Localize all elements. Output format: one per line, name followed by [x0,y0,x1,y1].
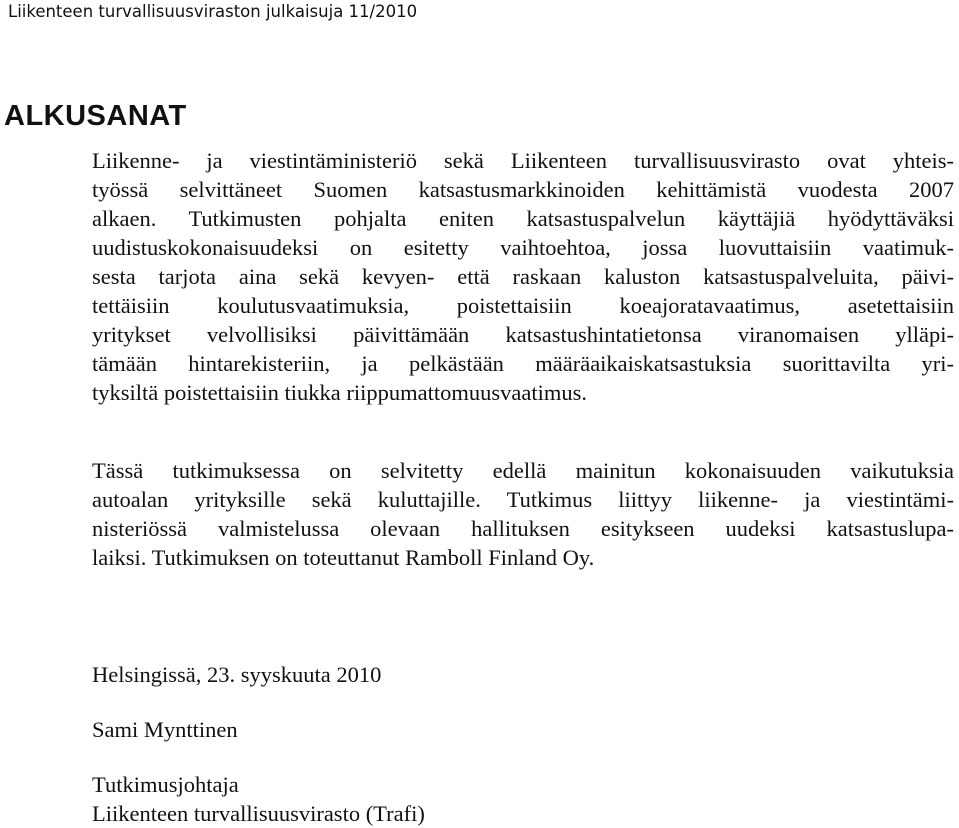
paragraph-line: alkaen. Tutkimusten pohjalta eniten katsastuspalvelun käyttäjiä hyödyttäväksi [92,206,954,231]
paragraph-line: tettäisiin koulutusvaatimuksia, poistettaisiin koeajoratavaatimus, asetettaisiin [92,293,954,318]
paragraph-line: työssä selvittäneet Suomen katsastusmarkkinoiden kehittämistä vuodesta 2007 [92,177,954,202]
paragraph-line: yritykset velvollisiksi päivittämään katsastushintatietonsa viranomaisen ylläpi- [92,322,954,347]
paragraph-line: tyksiltä poistettaisiin tiukka riippumattomuusvaatimus. [92,380,587,405]
paragraph-line: Tässä tutkimuksessa on selvitetty edellä mainitun kokonaisuuden vaikutuksia [92,458,954,483]
paragraph-line: sesta tarjota aina sekä kevyen- että raskaan kaluston katsastuspalveluita, päivi- [92,264,954,289]
paragraph-line: nisteriössä valmistelussa olevaan hallituksen esitykseen uudeksi katsastuslupa- [92,516,954,541]
paragraph-line: Liikenne- ja viestintäministeriö sekä Liikenteen turvallisuusvirasto ovat yhteis- [92,148,954,173]
paragraph-line: laiksi. Tutkimuksen on toteuttanut Ramboll Finland Oy. [92,545,595,570]
paragraph-line: tämään hintarekisteriin, ja pelkästään määräaikaiskatsastuksia suorittavilta yri- [92,351,954,376]
signature-organization: Liikenteen turvallisuusvirasto (Trafi) [92,801,425,826]
running-header: Liikenteen turvallisuusviraston julkaisuja 11/2010 [8,2,418,21]
signature-title: Tutkimusjohtaja [92,772,239,797]
signature-place-date: Helsingissä, 23. syyskuuta 2010 [92,662,382,687]
foreword-paragraph-2 [92,456,954,572]
section-heading: ALKUSANAT [4,100,187,132]
foreword-paragraph-1 [92,146,954,407]
paragraph-line: autoalan yrityksille sekä kuluttajille. Tutkimus liittyy liikenne- ja viestintämi- [92,487,954,512]
signature-name: Sami Mynttinen [92,717,238,742]
paragraph-line: uudistuskokonaisuudeksi on esitetty vaihtoehtoa, jossa luovuttaisiin vaatimuk- [92,235,954,260]
